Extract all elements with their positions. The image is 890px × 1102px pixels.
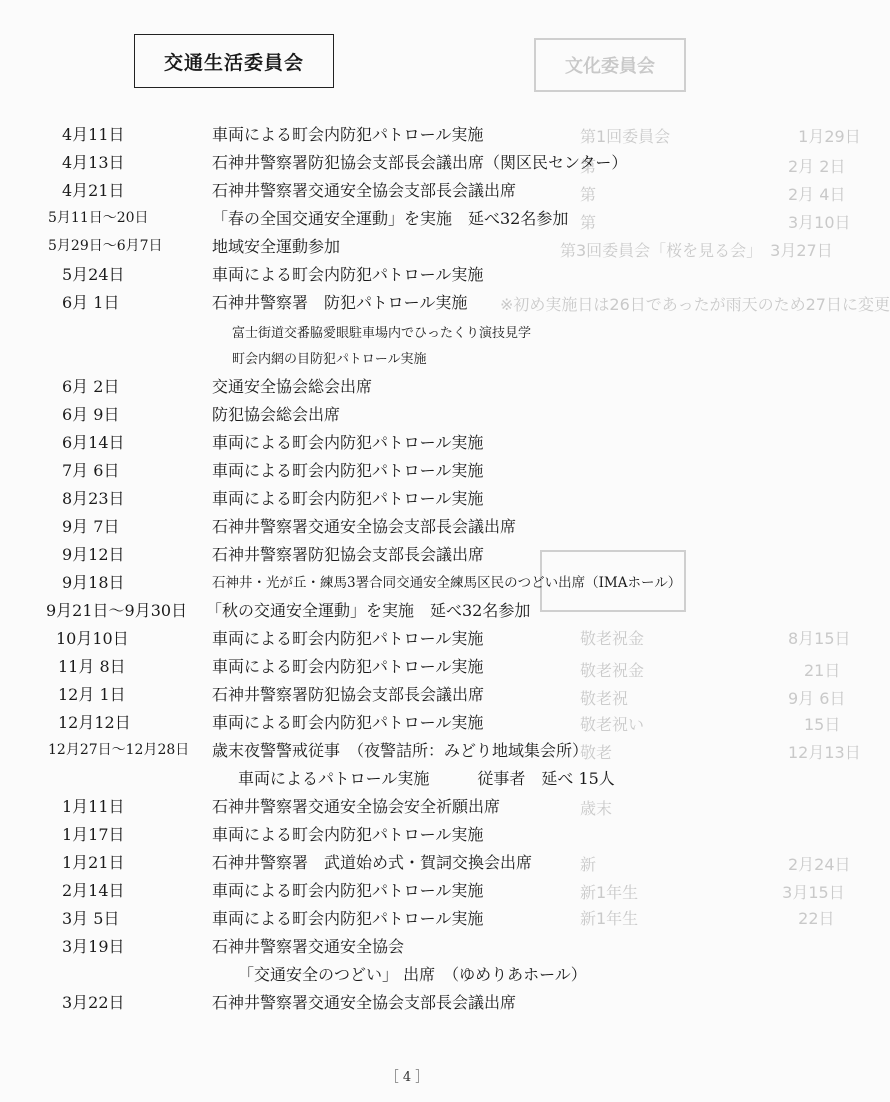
event-text: 車両による町会内防犯パトロール実施 — [212, 265, 484, 284]
event-text: 石神井警察署防犯協会支部長会議出席 — [212, 545, 485, 564]
event-date: 6月 9日 — [62, 405, 120, 424]
event-date: 9月21日～9月30日 — [46, 601, 188, 620]
event-text: 石神井警察署交通安全協会支部長会議出席 — [212, 181, 517, 200]
show-through-text: 第3回委員会「桜を見る会」 3月27日 — [560, 241, 833, 260]
show-through-text: 敬老祝金 21日 — [580, 661, 841, 680]
event-text: 地域安全運動参加 — [212, 237, 341, 256]
show-through-text: 敬老祝金 8月15日 — [580, 629, 851, 648]
event-text: 石神井警察署 防犯パトロール実施 — [212, 293, 468, 312]
event-text: 石神井警察署交通安全協会支部長会議出席 — [212, 993, 517, 1012]
event-text: 防犯協会総会出席 — [212, 405, 341, 424]
event-text: 交通安全協会総会出席 — [212, 377, 373, 396]
show-through-text: 敬老祝 9月 6日 — [580, 689, 846, 708]
event-date: 1月17日 — [62, 825, 125, 844]
show-through-text: 第 3月10日 — [580, 213, 851, 232]
event-text: 石神井警察署防犯協会支部長会議出席（関区民センター） — [212, 153, 628, 172]
event-text: 車両による町会内防犯パトロール実施 — [212, 489, 484, 508]
page-number: ［ 4 ］ — [385, 1070, 429, 1085]
show-through-text: 新1年生 22日 — [580, 909, 835, 928]
show-through-text: 新 2月24日 — [580, 855, 851, 874]
section-title: 交通生活委員会 — [134, 34, 334, 88]
event-date: 1月21日 — [62, 853, 125, 872]
event-date: 12月27日～12月28日 — [48, 742, 190, 758]
show-through-text: 歳末 — [580, 799, 613, 818]
event-detail: 富士街道交番脇愛眼駐車場内でひったくり演技見学 — [232, 326, 532, 341]
show-through-text: 第 2月 2日 — [580, 157, 846, 176]
event-text: 車両による町会内防犯パトロール実施 — [212, 433, 484, 452]
event-date: 4月11日 — [62, 125, 125, 144]
event-text: 石神井警察署交通安全協会安全祈願出席 — [212, 797, 501, 816]
event-text: 歳末夜警警戒従事 （夜警詰所：みどり地域集会所） — [212, 741, 589, 760]
event-text: 「秋の交通安全運動」を実施 延べ32名参加 — [206, 601, 531, 620]
event-date: 5月24日 — [62, 265, 125, 284]
event-text: 車両による町会内防犯パトロール実施 — [212, 825, 484, 844]
show-through-text: ※初め実施日は26日であったが雨天のため27日に変更 — [500, 295, 890, 314]
event-date: 3月22日 — [62, 993, 125, 1012]
event-date: 9月18日 — [62, 573, 125, 592]
event-text: 石神井・光が丘・練馬3署合同交通安全練馬区民のつどい出席（IMAホール） — [212, 575, 682, 591]
event-continuation: 車両によるパトロール実施 従事者 延べ 15人 — [238, 769, 615, 788]
event-date: 12月 1日 — [58, 685, 126, 704]
event-date: 10月10日 — [56, 629, 129, 648]
show-through-text: 新1年生 3月15日 — [580, 883, 845, 902]
show-through-box: 文化委員会 — [534, 38, 686, 92]
event-date: 2月14日 — [62, 881, 125, 900]
event-date: 5月29日～6月7日 — [48, 238, 163, 254]
event-date: 9月12日 — [62, 545, 125, 564]
event-date: 4月21日 — [62, 181, 125, 200]
show-through-text: 敬老祝い 15日 — [580, 715, 841, 734]
show-through-text: 第1回委員会 1月29日 — [580, 127, 861, 146]
event-date: 11月 8日 — [58, 657, 126, 676]
event-date: 5月11日～20日 — [48, 210, 149, 226]
event-text: 車両による町会内防犯パトロール実施 — [212, 125, 484, 144]
event-text: 車両による町会内防犯パトロール実施 — [212, 461, 484, 480]
event-text: 石神井警察署防犯協会支部長会議出席 — [212, 685, 485, 704]
event-text: 石神井警察署交通安全協会 — [212, 937, 405, 956]
event-date: 4月13日 — [62, 153, 125, 172]
event-date: 6月 2日 — [62, 377, 120, 396]
event-text: 車両による町会内防犯パトロール実施 — [212, 909, 484, 928]
event-date: 3月 5日 — [62, 909, 120, 928]
event-date: 7月 6日 — [62, 461, 120, 480]
event-text: 「春の全国交通安全運動」を実施 延べ32名参加 — [212, 209, 569, 228]
event-date: 1月11日 — [62, 797, 125, 816]
event-date: 3月19日 — [62, 937, 125, 956]
show-through-text: 第 2月 4日 — [580, 185, 846, 204]
event-text: 車両による町会内防犯パトロール実施 — [212, 629, 484, 648]
event-date: 6月 1日 — [62, 293, 120, 312]
event-date: 8月23日 — [62, 489, 125, 508]
event-continuation: 「交通安全のつどい」 出席 （ゆめりあホール） — [238, 965, 587, 984]
event-date: 6月14日 — [62, 433, 125, 452]
event-text: 石神井警察署 武道始め式・賀詞交換会出席 — [212, 853, 533, 872]
event-text: 石神井警察署交通安全協会支部長会議出席 — [212, 517, 517, 536]
event-date: 12月12日 — [58, 713, 131, 732]
event-date: 9月 7日 — [62, 517, 120, 536]
event-detail: 町会内網の目防犯パトロール実施 — [232, 352, 427, 367]
show-through-text: 敬老 12月13日 — [580, 743, 861, 762]
event-text: 車両による町会内防犯パトロール実施 — [212, 881, 484, 900]
event-text: 車両による町会内防犯パトロール実施 — [212, 657, 484, 676]
event-text: 車両による町会内防犯パトロール実施 — [212, 713, 484, 732]
